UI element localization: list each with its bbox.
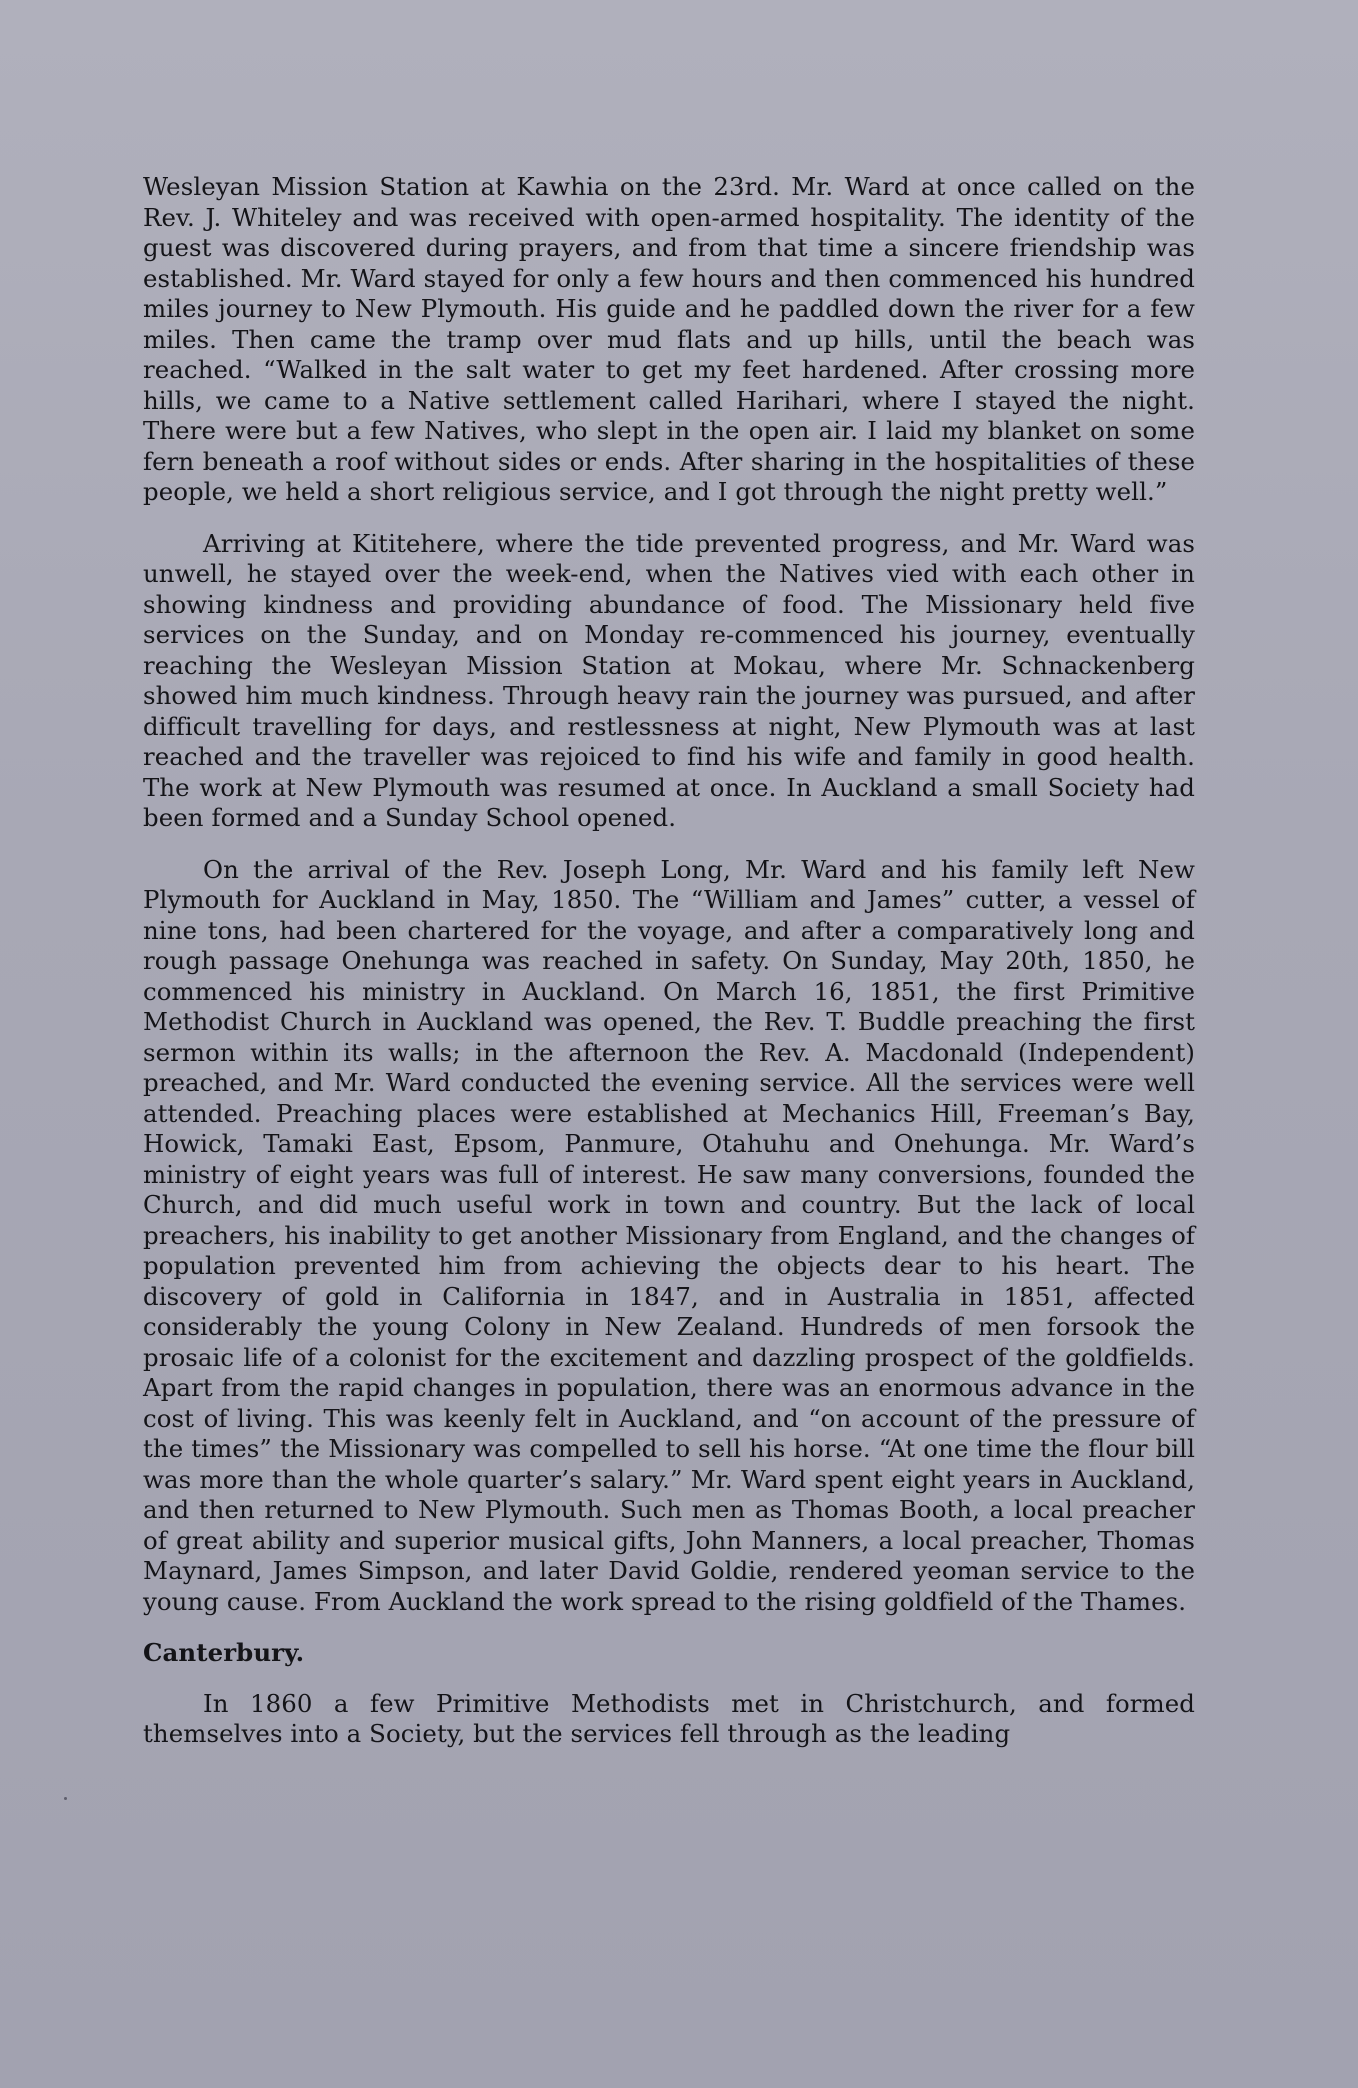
section-heading-canterbury: Canterbury. — [143, 1638, 305, 1667]
paragraph-auckland: On the arrival of the Rev. Joseph Long, Mr. Ward and his family left New Plymouth for Auckland in May, 1850. The “William and James” cutter, a vessel of nine tons, had been chartered for the voyage, and after a comparatively long and rough passage Onehunga was reached in safety. On Sunday, May 20th, 1850, he commenced his ministry in Auckland. On March 16, 1851, the first Primitive Methodist Church in Auckland was opened, the Rev. T. Buddle preaching the first sermon within its walls; in the afternoon the Rev. A. Macdonald (Independent) preached, and Mr. Ward conducted the evening service. All the services were well attended. Preaching places were established at Mechanics Hill, Freeman’s Bay, Howick, Tamaki East, Epsom, Panmure, Otahuhu and Onehunga. Mr. Ward’s ministry of eight years was full of interest. He saw many conversions, founded the Church, and did much useful work in town and country. But the lack of local preachers, his inability to get another Missionary from England, and the changes of population prevented him from achieving the objects dear to his heart. The discovery of gold in California in 1847, and in Australia in 1851, affected considerably the young Colony in New Zealand. Hundreds of men forsook the prosaic life of a colonist for the excitement and dazzling prospect of the goldfields. Apart from the rapid changes in population, there was an enormous advance in the cost of living. This was keenly felt in Auckland, and “on account of the pressure of the times” the Missionary was compelled to sell his horse. “At one time the flour bill was more than the whole quarter’s salary.” Mr. Ward spent eight years in Auckland, and then returned to New Plymouth. Such men as Thomas Booth, a local preacher of great ability and superior musical gifts, John Manners, a local preacher, Thomas Maynard, James Simpson, and later David Goldie, rendered yeoman service to the young cause. From Auckland the work spread to the rising goldfield of the Thames. — [143, 854, 1195, 1616]
paragraph-kititehere: Arriving at Kititehere, where the tide prevented progress, and Mr. Ward was unwell, he stayed over the week-end, when the Natives vied with each other in showing kindness and providing abundance of food. The Missionary held five services on the Sunday, and on Monday re-commenced his journey, eventually reaching the Wesleyan Mission Station at Mokau, where Mr. Schnackenberg showed him much kindness. Through heavy rain the journey was pursued, and after difficult travelling for days, and restlessness at night, New Plymouth was at last reached and the traveller was rejoiced to find his wife and family in good health. The work at New Plymouth was resumed at once. In Auckland a small Society had been formed and a Sunday School opened. — [143, 528, 1195, 832]
page-body — [143, 172, 1195, 1750]
page-speck-mark — [64, 1797, 67, 1800]
paragraph-kawhia: Wesleyan Mission Station at Kawhia on the 23rd. Mr. Ward at once called on the Rev. J. Whiteley and was received with open-armed hospitality. The identity of the guest was discovered during prayers, and from that time a sincere friendship was established. Mr. Ward stayed for only a few hours and then commenced his hundred miles journey to New Plymouth. His guide and he paddled down the river for a few miles. Then came the tramp over mud flats and up hills, until the beach was reached. “Walked in the salt water to get my feet hardened. After crossing more hills, we came to a Native settlement called Harihari, where I stayed the night. There were but a few Natives, who slept in the open air. I laid my blanket on some fern beneath a roof without sides or ends. After sharing in the hospitalities of these people, we held a short religious service, and I got through the night pretty well.” — [143, 172, 1195, 506]
paragraph-canterbury: In 1860 a few Primitive Methodists met in Christchurch, and formed themselves into a Society, but the services fell through as the leading — [143, 1688, 1195, 1748]
